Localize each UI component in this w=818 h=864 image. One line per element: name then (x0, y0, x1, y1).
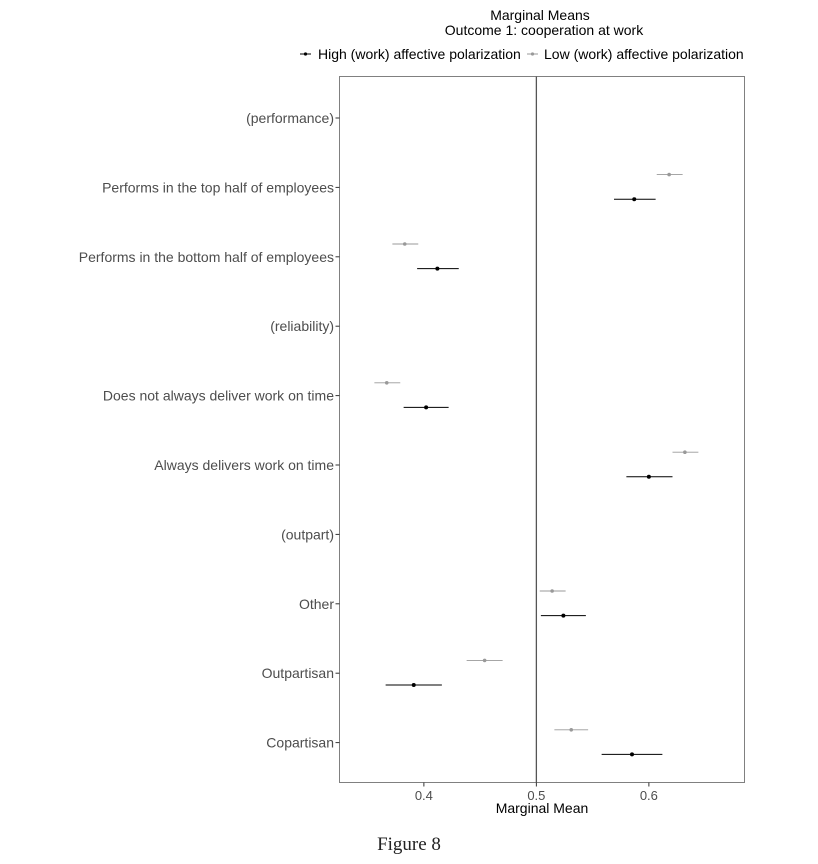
data-point (550, 589, 554, 593)
data-point (667, 173, 671, 177)
legend-label-high: High (work) affective polarization (318, 46, 521, 62)
legend-label-low: Low (work) affective polarization (544, 46, 744, 62)
figure-caption: Figure 8 (377, 834, 441, 855)
data-point (424, 405, 428, 409)
legend-marker-high (304, 52, 307, 55)
y-tick-label: Performs in the top half of employees (102, 179, 334, 196)
y-tick-label: Performs in the bottom half of employees (78, 248, 334, 265)
y-tick-label: (reliability) (270, 318, 334, 335)
data-point (403, 242, 407, 246)
x-tick-label: 0.4 (414, 788, 433, 803)
x-tick-label: 0.5 (527, 788, 546, 803)
legend-marker-low (531, 52, 534, 55)
data-point (647, 475, 651, 479)
y-tick-label: Does not always deliver work on time (102, 387, 334, 404)
data-point (483, 659, 487, 663)
data-point (683, 450, 687, 454)
y-tick-label: Outpartisan (261, 665, 334, 682)
y-tick-label: Copartisan (266, 734, 334, 751)
y-tick-label: (outpart) (281, 526, 334, 543)
y-axis (79, 110, 340, 751)
chart-title: Marginal Means (490, 7, 590, 23)
legend (300, 46, 744, 62)
y-tick-label: (performance) (246, 110, 334, 126)
data-point (630, 752, 634, 756)
data-point (569, 728, 573, 732)
x-tick-label: 0.6 (639, 788, 658, 803)
data-point (561, 614, 565, 618)
chart-subtitle: Outcome 1: cooperation at work (444, 22, 644, 38)
y-tick-label: Other (298, 595, 334, 612)
data-point (632, 197, 636, 201)
y-tick-label: Always delivers work on time (154, 457, 334, 473)
data-point (385, 381, 389, 385)
plot-panel (340, 77, 745, 783)
x-axis-label: Marginal Mean (495, 800, 589, 816)
data-point (435, 267, 439, 271)
data-point (412, 683, 416, 687)
